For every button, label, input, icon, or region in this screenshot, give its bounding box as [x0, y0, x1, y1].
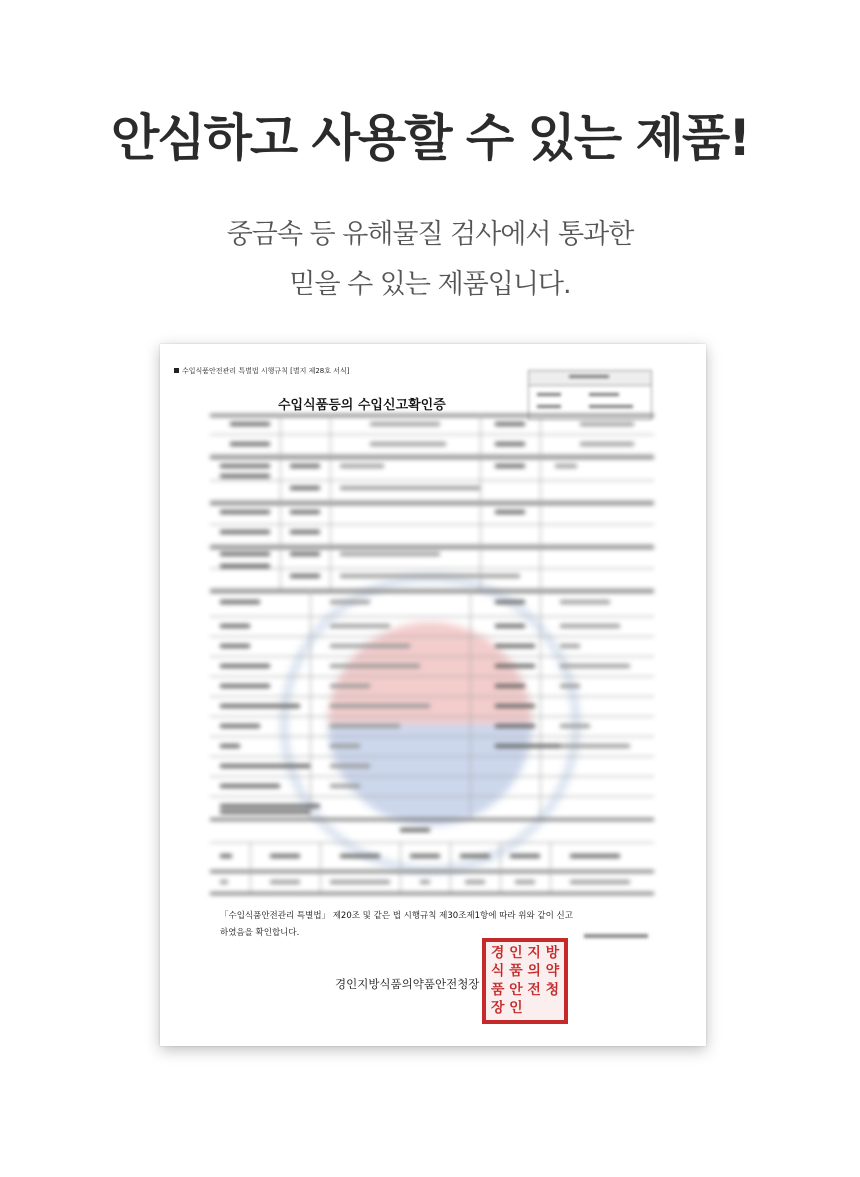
processing-box — [528, 370, 652, 420]
certificate-document — [160, 344, 706, 1046]
subtitle-line-2: 믿을 수 있는 제품입니다. — [289, 269, 571, 300]
legal-line-2: 하였음을 확인합니다. — [220, 928, 300, 938]
issue-date-blurred — [584, 934, 648, 938]
subtitle-line-1: 중금속 등 유해물질 검사에서 통과한 — [226, 219, 634, 250]
issuer-name: 경인지방식품의약품안전청장 — [335, 977, 480, 991]
certificate-table — [210, 414, 654, 894]
headline: 안심하고 사용할 수 있는 제품! — [110, 109, 750, 167]
legal-line-1: 「수입식품안전관리 특별법」 제20조 및 같은 법 시행규칙 제30조제1항에 따라 위와 같이 신고 — [220, 911, 573, 921]
official-seal: 경 인 지 방 식 품 의 약 품 안 전 청 장 인 — [482, 938, 568, 1024]
square-bullet-icon — [174, 368, 179, 373]
certificate-title: 수입식품등의 수입신고확인증 — [278, 398, 446, 413]
form-reference: 수입식품안전관리 특별법 시행규칙 [별지 제28호 서식] — [174, 366, 350, 376]
